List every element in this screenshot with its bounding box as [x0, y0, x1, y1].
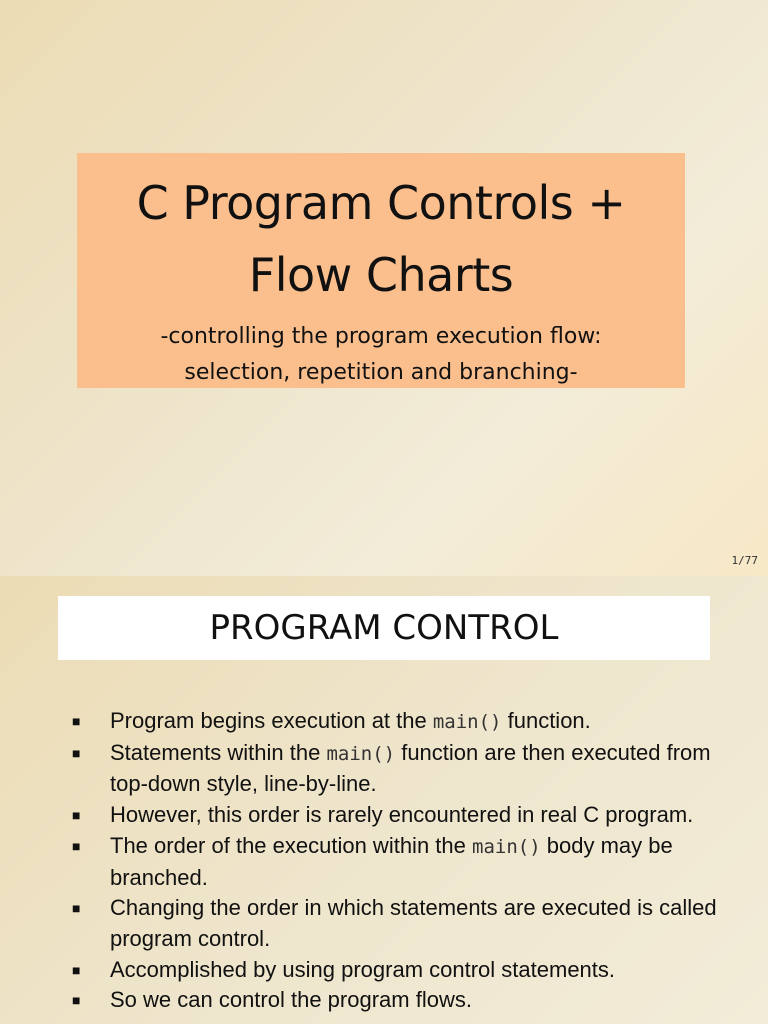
- bullet-square-icon: ■: [72, 807, 81, 824]
- bullet-item: ■ However, this order is rarely encountered in real C program.: [68, 800, 738, 831]
- bullet-square-icon: ■: [72, 744, 81, 761]
- bullet-square-icon: ■: [72, 713, 81, 729]
- slide-subtitle-line-2: selection, repetition and branching-: [184, 360, 578, 385]
- bullet-item: ■ Accomplished by using program control statements.: [68, 955, 738, 986]
- bullet-item: ■ Program begins execution at the main() function.: [68, 706, 738, 738]
- bullet-square-icon: ■: [72, 900, 81, 917]
- bullet-square-icon: ■: [72, 992, 81, 1009]
- slide-2: [0, 576, 768, 1024]
- code-main: main(): [326, 742, 396, 765]
- bullet-item: ■ So we can control the program flows.: [68, 985, 738, 1016]
- slide-title-line-2: Flow Charts: [248, 248, 514, 302]
- slide-title-line-1: C Program Controls +: [136, 176, 626, 230]
- bullet-item: ■ Changing the order in which statements are executed is called program control.: [72, 895, 717, 951]
- bullet-square-icon: ■: [72, 837, 81, 854]
- code-main: main(): [472, 835, 541, 858]
- bullet-item: ■ Statements within the main() function are then executed from top-down style, line-by-line.: [72, 739, 711, 797]
- code-main: main(): [432, 711, 502, 733]
- title-box: [77, 153, 685, 388]
- bullet-square-icon: ■: [72, 961, 81, 978]
- slide-subtitle-line-1: -controlling the program execution flow:: [160, 324, 602, 349]
- bullet-list: [68, 706, 738, 1016]
- slide-heading: PROGRAM CONTROL: [58, 596, 710, 660]
- bullet-item: ■ The order of the execution within the main() body may be branched.: [72, 832, 673, 890]
- slide-number: 1/77: [731, 554, 758, 567]
